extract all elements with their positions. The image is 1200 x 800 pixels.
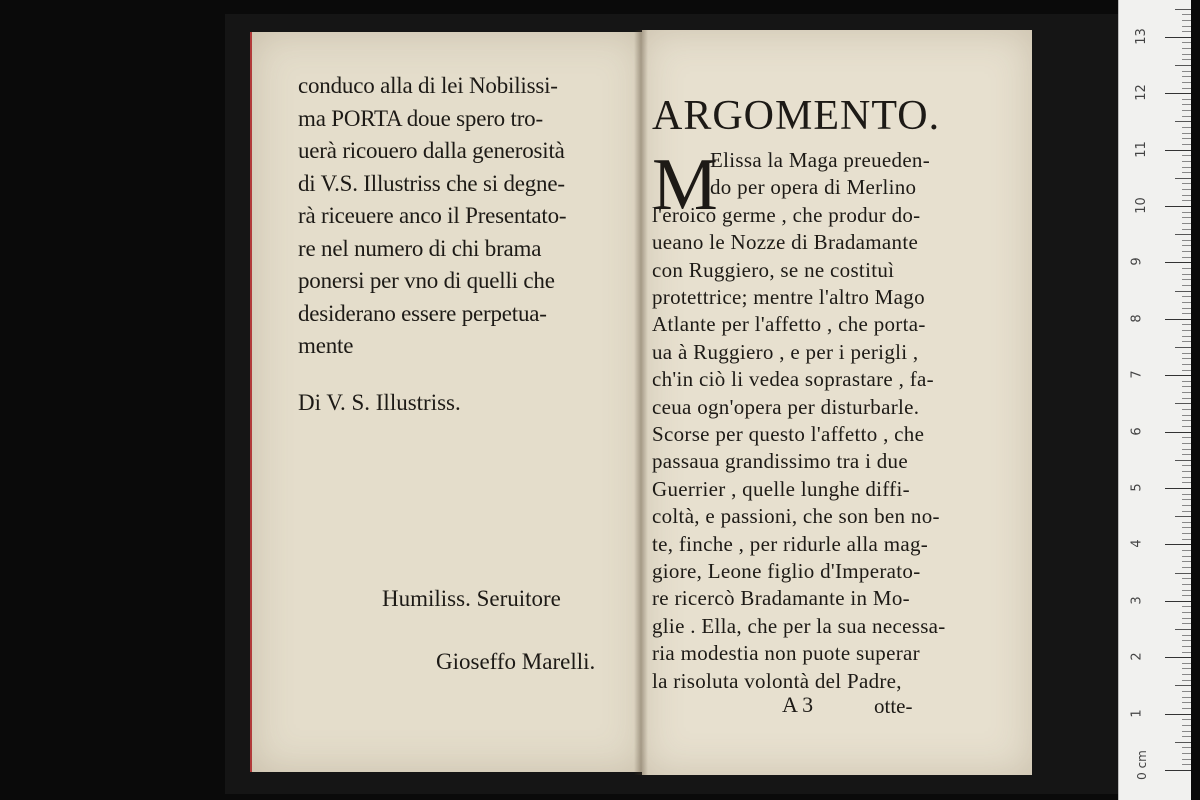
ruler-tick — [1182, 285, 1191, 286]
ruler-tick — [1182, 183, 1191, 184]
ruler-tick — [1165, 150, 1191, 151]
ruler-tick — [1175, 742, 1191, 743]
text-line: ria modestia non puote superar — [652, 641, 920, 666]
ruler-tick — [1182, 595, 1191, 596]
ruler-tick — [1182, 618, 1191, 619]
ruler-tick — [1175, 460, 1191, 461]
ruler-number: 11 — [1133, 140, 1149, 158]
ruler-tick — [1182, 116, 1191, 117]
ruler-tick — [1165, 432, 1191, 433]
text-line: ma PORTA doue spero tro- — [298, 105, 543, 131]
ruler-tick — [1182, 104, 1191, 105]
ruler-tick — [1182, 465, 1191, 466]
ruler-tick — [1175, 291, 1191, 292]
ruler-tick — [1175, 403, 1191, 404]
ruler-number: 4 — [1129, 539, 1145, 549]
left-page — [250, 32, 644, 772]
text-line: ua à Ruggiero , e per i perigli , — [652, 339, 919, 364]
ruler-tick — [1182, 561, 1191, 562]
ruler-number: 9 — [1129, 257, 1145, 267]
ruler-number: 1 — [1129, 708, 1145, 718]
text-line: ueano le Nozze di Bradamante — [652, 230, 919, 255]
ruler-tick — [1182, 567, 1191, 568]
ruler-tick — [1182, 26, 1191, 27]
text-line: coltà, e passioni, che son ben no- — [652, 504, 940, 529]
ruler-tick — [1182, 449, 1191, 450]
ruler-tick — [1165, 714, 1191, 715]
ruler-tick — [1182, 313, 1191, 314]
ruler-tick — [1182, 590, 1191, 591]
ruler-tick — [1182, 99, 1191, 100]
dedication-text — [298, 70, 628, 363]
ruler-tick — [1165, 601, 1191, 602]
ruler-tick — [1182, 110, 1191, 111]
ruler-tick — [1182, 76, 1191, 77]
ruler-tick — [1165, 657, 1191, 658]
ruler-tick — [1182, 172, 1191, 173]
text-line: Atlante per l'affetto , che porta- — [652, 312, 926, 337]
text-line: mente — [298, 333, 354, 358]
text-line: ceua ogn'opera per disturbarle. — [652, 394, 920, 419]
ruler-tick — [1182, 499, 1191, 500]
text-line: conduco alla di lei Nobilissi- — [298, 73, 558, 98]
ruler-tick — [1182, 426, 1191, 427]
ruler-tick — [1165, 37, 1191, 38]
ruler-tick — [1182, 578, 1191, 579]
right-page — [642, 30, 1032, 775]
text-line: di V.S. Illustriss che si degne- — [298, 170, 565, 196]
ruler-tick — [1182, 764, 1191, 765]
ruler-tick — [1182, 155, 1191, 156]
ruler-tick — [1182, 443, 1191, 444]
ruler-tick — [1165, 544, 1191, 545]
ruler-tick — [1182, 719, 1191, 720]
ruler-tick — [1182, 415, 1191, 416]
text-line: Elissa la Maga preueden- — [710, 148, 931, 172]
ruler-tick — [1175, 65, 1191, 66]
ruler-tick — [1182, 539, 1191, 540]
ruler-tick — [1182, 161, 1191, 162]
ruler-tick — [1165, 93, 1191, 94]
ruler-tick — [1182, 494, 1191, 495]
ruler-tick — [1182, 245, 1191, 246]
ruler-tick — [1165, 262, 1191, 263]
ruler-tick — [1182, 48, 1191, 49]
ruler-tick — [1182, 663, 1191, 664]
ruler-tick — [1182, 330, 1191, 331]
ruler-tick — [1182, 527, 1191, 528]
ruler-tick — [1182, 302, 1191, 303]
ruler-tick — [1182, 652, 1191, 653]
text-line: uerà ricouero dalla generosità — [298, 138, 565, 163]
ruler-tick — [1182, 511, 1191, 512]
ruler-tick — [1182, 420, 1191, 421]
ruler-tick — [1182, 324, 1191, 325]
ruler-tick — [1182, 759, 1191, 760]
text-line: desiderano essere perpetua- — [298, 300, 547, 326]
ruler-tick — [1182, 674, 1191, 675]
ruler-tick — [1182, 71, 1191, 72]
ruler-tick — [1182, 31, 1191, 32]
ruler-tick — [1182, 370, 1191, 371]
ruler-tick — [1182, 212, 1191, 213]
ruler-tick — [1182, 398, 1191, 399]
drop-capital: M — [652, 144, 718, 226]
ruler-tick — [1182, 240, 1191, 241]
ruler-tick — [1165, 206, 1191, 207]
ruler-tick — [1182, 635, 1191, 636]
ruler-tick — [1182, 127, 1191, 128]
ruler-number: 10 — [1133, 197, 1149, 214]
text-line: la risoluta volontà del Padre, — [652, 668, 902, 693]
ruler-tick — [1182, 223, 1191, 224]
ruler-tick — [1182, 702, 1191, 703]
ruler-number: 7 — [1129, 370, 1145, 379]
ruler-tick — [1182, 522, 1191, 523]
ruler-number: 8 — [1129, 314, 1145, 323]
ruler-tick — [1182, 606, 1191, 607]
ruler-tick — [1175, 516, 1191, 517]
ruler-tick — [1182, 20, 1191, 21]
ruler-tick — [1175, 121, 1191, 122]
ruler-tick — [1182, 381, 1191, 382]
ruler-tick — [1182, 88, 1191, 89]
text-line: con Ruggiero, se ne costituì — [652, 257, 895, 282]
ruler-tick — [1182, 550, 1191, 551]
ruler-tick — [1182, 697, 1191, 698]
ruler-tick — [1165, 488, 1191, 489]
ruler-tick — [1165, 319, 1191, 320]
ruler-tick — [1182, 533, 1191, 534]
ruler-tick — [1175, 573, 1191, 574]
ruler-tick — [1182, 251, 1191, 252]
text-line: ponersi per vno di quelli che — [298, 268, 555, 293]
ruler-tick — [1182, 167, 1191, 168]
ruler-tick — [1182, 217, 1191, 218]
text-line: te, finche , per ridurle alla mag- — [652, 531, 929, 556]
text-line: re ricercò Bradamante in Mo- — [652, 586, 910, 611]
ruler-tick — [1182, 279, 1191, 280]
ruler-tick — [1182, 138, 1191, 139]
ruler-tick — [1175, 178, 1191, 179]
ruler-tick — [1182, 623, 1191, 624]
text-line: ch'in ciò li vedea soprastare , fa- — [652, 367, 934, 392]
ruler-tick — [1182, 14, 1191, 15]
text-line: Guerrier , quelle lunghe diffi- — [652, 476, 910, 501]
ruler-tick — [1182, 691, 1191, 692]
signature: Gioseffo Marelli. — [436, 649, 596, 674]
ruler-tick — [1182, 364, 1191, 365]
ruler-tick — [1182, 646, 1191, 647]
text-line: rà riceuere anco il Presentato- — [298, 203, 567, 228]
ruler-tick — [1182, 725, 1191, 726]
ruler-number: 2 — [1129, 652, 1145, 661]
ruler-tick — [1182, 471, 1191, 472]
signature-mark: A 3 — [782, 692, 814, 717]
page-gutter — [634, 30, 648, 775]
ruler-tick — [1182, 731, 1191, 732]
ruler-tick — [1182, 753, 1191, 754]
ruler-tick — [1182, 668, 1191, 669]
ruler-tick — [1182, 392, 1191, 393]
text-line: glie . Ella, che per la sua necessa- — [652, 613, 946, 638]
ruler-tick — [1182, 336, 1191, 337]
ruler-tick — [1182, 144, 1191, 145]
text-line: do per opera di Merlino — [710, 175, 917, 200]
text-line: giore, Leone figlio d'Imperato- — [652, 559, 921, 583]
signoff: Di V. S. Illustriss. — [298, 390, 461, 415]
ruler-tick — [1182, 708, 1191, 709]
ruler-tick — [1182, 386, 1191, 387]
ruler-tick — [1182, 482, 1191, 483]
ruler-tick — [1182, 437, 1191, 438]
scale-ruler — [1118, 0, 1191, 800]
ruler-tick — [1182, 505, 1191, 506]
ruler-tick — [1182, 736, 1191, 737]
ruler-tick — [1182, 133, 1191, 134]
ruler-tick — [1182, 54, 1191, 55]
ruler-tick — [1182, 308, 1191, 309]
ruler-tick — [1175, 347, 1191, 348]
text-line: l'eroico germe , che produr do- — [652, 202, 921, 227]
ruler-tick — [1182, 195, 1191, 196]
ruler-tick — [1182, 409, 1191, 410]
ruler-tick — [1182, 612, 1191, 613]
ruler-number: 3 — [1129, 596, 1145, 605]
ruler-tick — [1165, 375, 1191, 376]
ruler-tick — [1175, 9, 1191, 10]
ruler-tick — [1182, 680, 1191, 681]
ruler-tick — [1175, 685, 1191, 686]
text-line: re nel numero di chi brama — [298, 235, 542, 261]
ruler-tick — [1182, 556, 1191, 557]
ruler-tick — [1165, 770, 1191, 771]
ruler-tick — [1182, 59, 1191, 60]
text-line: passaua grandissimo tra i due — [652, 449, 908, 474]
servant-line: Humiliss. Seruitore — [382, 586, 561, 611]
ruler-tick — [1182, 747, 1191, 748]
ruler-tick — [1182, 584, 1191, 585]
ruler-tick — [1182, 640, 1191, 641]
ruler-number: 5 — [1129, 483, 1145, 492]
ruler-number: 12 — [1133, 84, 1149, 101]
ruler-tick — [1182, 82, 1191, 83]
ruler-number: 6 — [1129, 426, 1145, 436]
ruler-tick — [1182, 200, 1191, 201]
ruler-tick — [1182, 257, 1191, 258]
ruler-tick — [1175, 234, 1191, 235]
ruler-tick — [1182, 229, 1191, 230]
ruler-unit: 0 cm — [1134, 750, 1149, 780]
text-line: protettrice; mentre l'altro Mago — [652, 285, 925, 309]
ruler-tick — [1182, 274, 1191, 275]
catchword: otte- — [874, 694, 913, 718]
ruler-tick — [1182, 189, 1191, 190]
page-heading: ARGOMENTO. — [652, 93, 941, 139]
ruler-tick — [1182, 268, 1191, 269]
ruler-tick — [1182, 42, 1191, 43]
ruler-number: 13 — [1133, 28, 1149, 45]
ruler-tick — [1182, 454, 1191, 455]
ruler-tick — [1182, 477, 1191, 478]
ruler-tick — [1182, 341, 1191, 342]
text-line: Scorse per questo l'affetto , che — [652, 422, 925, 446]
ruler-tick — [1175, 629, 1191, 630]
ruler-tick — [1182, 296, 1191, 297]
ruler-tick — [1182, 358, 1191, 359]
ruler-tick — [1182, 353, 1191, 354]
